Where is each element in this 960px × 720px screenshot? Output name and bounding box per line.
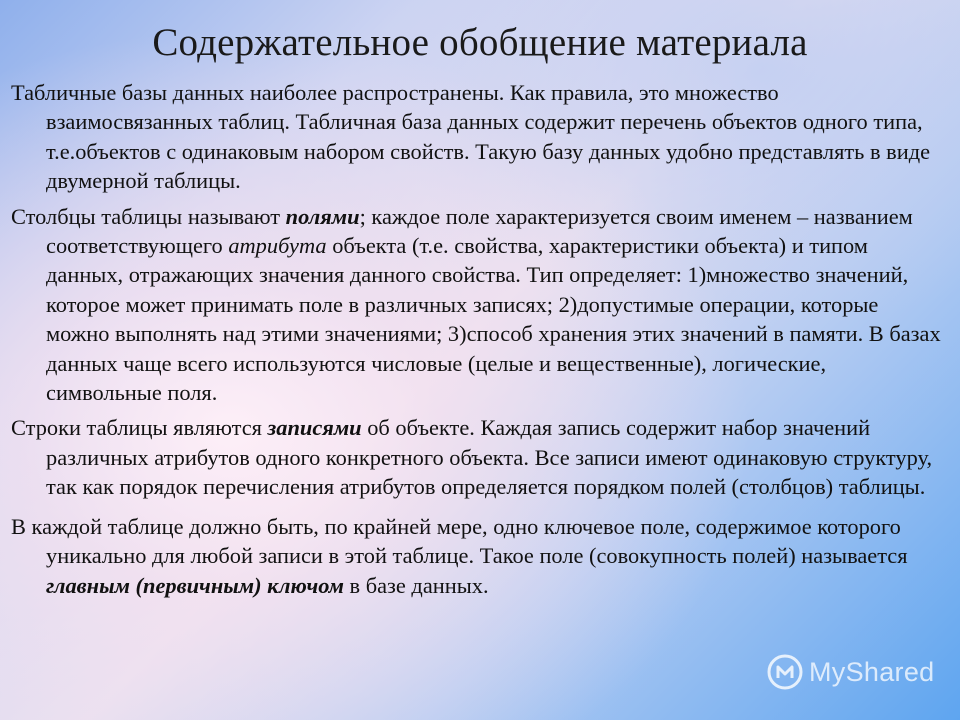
paragraph-text: в базе данных. bbox=[343, 572, 489, 598]
watermark-text: MyShared bbox=[809, 656, 935, 687]
term-fields: полями bbox=[285, 203, 360, 229]
paragraph-text: ; каждое поле характеризуется своим именем – названием соответствующего bbox=[46, 203, 913, 259]
paragraph-text: Строки таблицы являются bbox=[11, 415, 268, 441]
paragraph-text: об объекте. Каждая запись содержит набор значений различных атрибутов одного конкретного объекта. Все записи имеют одинаковую структуру, так как порядок перечисления атрибутов определяется порядком полей (столбцов) таблицы. bbox=[46, 415, 933, 500]
paragraph-primary-key bbox=[11, 508, 946, 600]
slide-title: Содержательное обобщение материала bbox=[152, 21, 808, 64]
slide-body bbox=[11, 78, 946, 606]
myshared-watermark bbox=[767, 654, 934, 690]
paragraph-tabular-databases bbox=[11, 78, 946, 196]
paragraph-columns-fields bbox=[11, 202, 946, 408]
paragraph-rows-records bbox=[11, 413, 946, 501]
paragraph-text: объекта (т.е. свойства, характеристики объекта) и типом данных, отражающих значения данного свойства. Тип определяет: 1)множество значений, которое может принимать поле в различных записях; 2)допустимые операции, которые можно выполнять над этими значениями; 3)способ хранения этих значений в памяти. В базах данных чаще всего используются числовые (целые и вещественные), логические, символьные поля. bbox=[46, 233, 941, 406]
myshared-logo-icon bbox=[767, 654, 803, 690]
term-attribute: атрибута bbox=[228, 233, 327, 259]
paragraph-text: Столбцы таблицы называют bbox=[11, 203, 286, 229]
term-primary-key: главным (первичным) ключом bbox=[46, 572, 344, 598]
term-records: записями bbox=[267, 415, 362, 441]
paragraph-text: В каждой таблице должно быть, по крайней мере, одно ключевое поле, содержимое которого уникально для любой записи в этой таблице. Такое поле (совокупность полей) называется bbox=[11, 513, 908, 569]
paragraph-text: Табличные базы данных наиболее распространены. Как правила, это множество взаимосвязанных таблиц. Табличная база данных содержит перечень объектов одного типа, т.е.объектов с одинаковым набором свойств. Такую базу данных удобно представлять в виде двумерной таблицы. bbox=[11, 80, 931, 194]
